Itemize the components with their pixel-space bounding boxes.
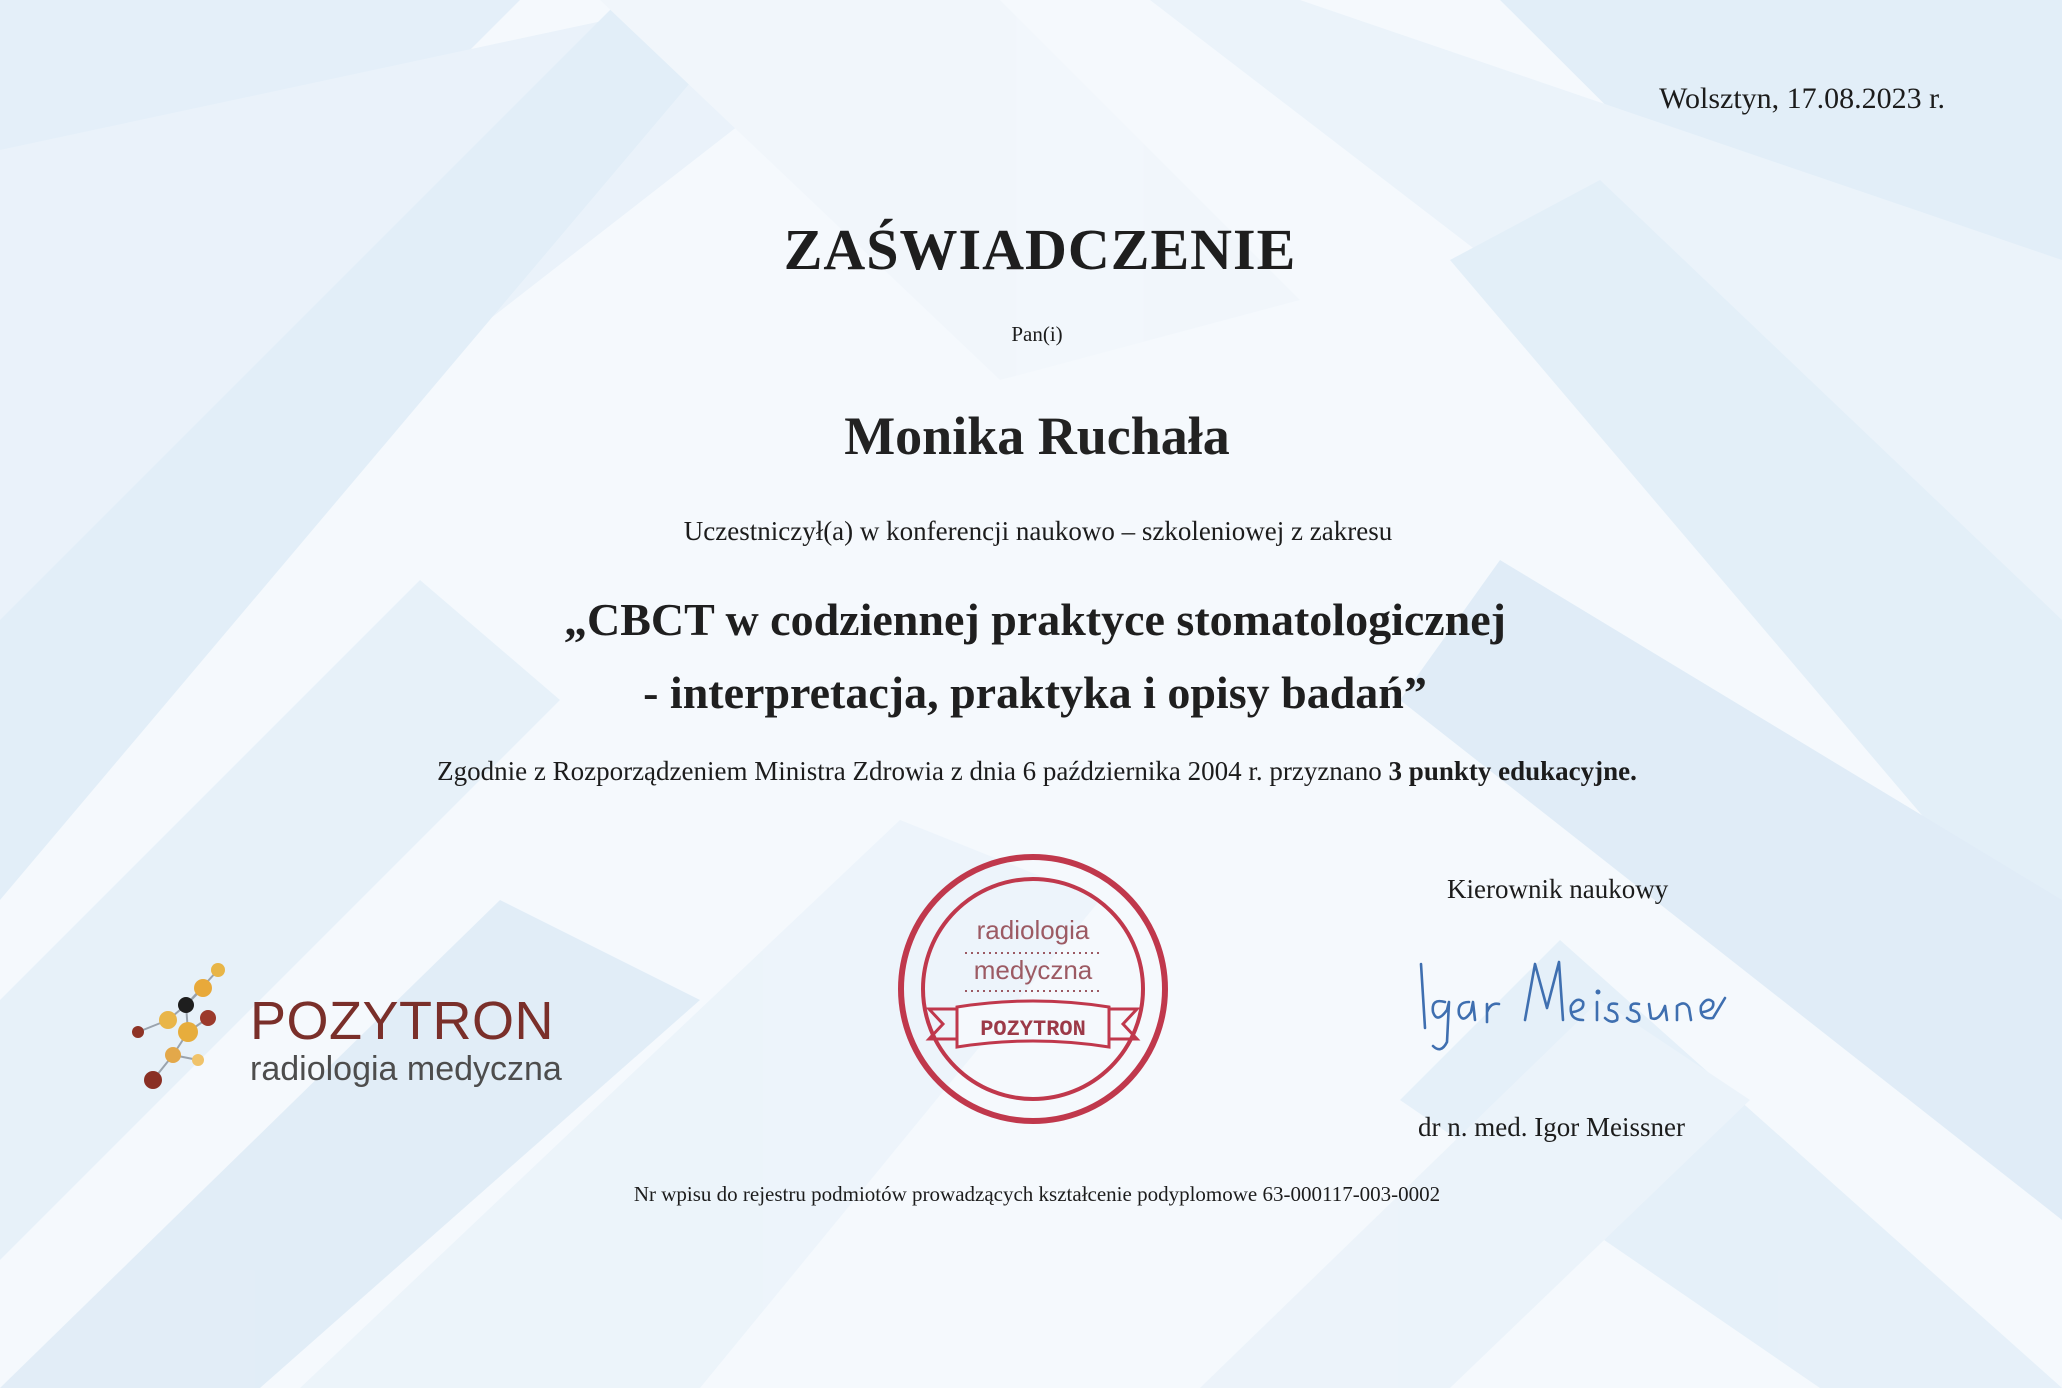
molecule-icon <box>128 960 238 1090</box>
registry-number: Nr wpisu do rejestru podmiotów prowadzących kształcenie podyplomowe 63-000117-003-0002 <box>633 1182 1441 1206</box>
scientific-head-name: dr n. med. Igor Meissner <box>1418 1112 1685 1142</box>
stamp-line-2: medyczna <box>973 955 1093 985</box>
regulation-sentence: Zgodnie z Rozporządzeniem Ministra Zdrowia z dnia 6 października 2004 r. przyznano <box>437 756 1389 786</box>
stamp-line-1: radiologia <box>976 915 1090 945</box>
salutation: Pan(i) <box>1011 322 1063 346</box>
logo-subtitle: radiologia medyczna <box>250 1050 562 1088</box>
handwritten-signature <box>1413 950 1753 1060</box>
logo-name: POZYTRON <box>250 991 555 1051</box>
institution-stamp <box>893 849 1173 1129</box>
recipient-name: Monika Ruchała <box>844 406 1230 466</box>
regulation-text <box>6 756 2062 787</box>
conference-topic-line-1: „CBCT w codziennej praktyce stomatologicznej <box>563 594 1506 645</box>
participation-text: Uczestniczył(a) w konferencji naukowo – szkoleniowej z zakresu <box>683 516 1393 546</box>
scientific-head-label: Kierownik naukowy <box>1447 874 1669 904</box>
conference-topic-line-2: - interpretacja, praktyka i opisy badań” <box>643 667 1427 718</box>
issue-date: Wolsztyn, 17.08.2023 r. <box>1659 82 1945 115</box>
document-title: ZAŚWIADCZENIE <box>783 217 1297 282</box>
pozytron-logo <box>128 960 562 1095</box>
education-points: 3 punkty edukacyjne. <box>1388 756 1637 786</box>
stamp-ribbon-text: POZYTRON <box>980 1017 1086 1042</box>
